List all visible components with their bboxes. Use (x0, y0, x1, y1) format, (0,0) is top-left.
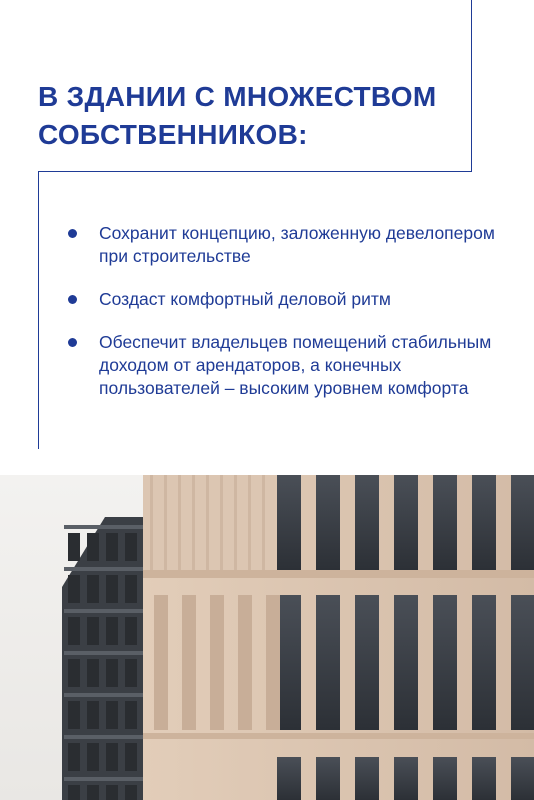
dark-building-window (106, 575, 118, 603)
facade-fin (248, 475, 251, 570)
facade-fin (234, 475, 237, 570)
dark-building-floor-band (64, 651, 143, 655)
dark-building-window (87, 785, 99, 800)
dark-building-floor-band (64, 567, 143, 571)
dark-building-window (68, 533, 80, 561)
facade-window (316, 595, 340, 730)
facade-panel (266, 595, 280, 730)
dark-building-window (106, 743, 118, 771)
facade-fin (164, 475, 167, 570)
frame-right-line (471, 0, 472, 172)
facade-window (394, 757, 418, 800)
dark-building-floor-band (64, 525, 143, 529)
building-facade-illustration (0, 475, 534, 800)
dark-building-window (125, 617, 137, 645)
dark-building-window (68, 575, 80, 603)
dark-building-window (125, 743, 137, 771)
heading-line-2: СОБСТВЕННИКОВ: (38, 119, 308, 150)
dark-building-window (125, 575, 137, 603)
dark-building-floor-band (64, 693, 143, 697)
facade-window (277, 757, 301, 800)
facade-window (394, 475, 418, 570)
frame-top-line (38, 171, 472, 172)
dark-building-window (125, 785, 137, 800)
dark-building-floor-band (64, 777, 143, 781)
bullet-text: Обеспечит владельцев помещений стабильным доходом от арендаторов, а конечных пользователей – высоким уровнем комфорта (99, 332, 492, 398)
facade-fin (206, 475, 209, 570)
bullet-text: Сохранит концепцию, заложенную девелопером при строительстве (99, 223, 495, 266)
dark-building-window (87, 575, 99, 603)
facade-window (355, 595, 379, 730)
facade-window (277, 475, 301, 570)
bullet-item (68, 288, 498, 311)
dark-building-window (106, 701, 118, 729)
dark-building-window (87, 659, 99, 687)
dark-building-floor-band (64, 609, 143, 613)
dark-building-window (106, 659, 118, 687)
bullet-dot-icon (68, 229, 77, 238)
bullet-dot-icon (68, 295, 77, 304)
facade-window (355, 757, 379, 800)
dark-building-window (68, 659, 80, 687)
facade-window (472, 475, 496, 570)
facade-window (433, 475, 457, 570)
facade-window (472, 595, 496, 730)
dark-building-window (106, 785, 118, 800)
bullet-item (68, 331, 498, 400)
dark-building-window (125, 659, 137, 687)
dark-building-window (125, 701, 137, 729)
facade-fin (262, 475, 265, 570)
facade-window (511, 475, 534, 570)
dark-building-window (87, 617, 99, 645)
heading-line-1: В ЗДАНИИ С МНОЖЕСТВОМ (38, 81, 437, 112)
bullet-dot-icon (68, 338, 77, 347)
facade-fin (192, 475, 195, 570)
facade-window (316, 475, 340, 570)
frame-left-line (38, 171, 39, 449)
facade-window (316, 757, 340, 800)
building-photo (0, 475, 534, 800)
facade-panel (238, 595, 252, 730)
dark-building-floor-band (64, 735, 143, 739)
dark-building-window (87, 533, 99, 561)
dark-building-window (106, 617, 118, 645)
dark-building-window (68, 617, 80, 645)
facade-fin (220, 475, 223, 570)
facade-panel (154, 595, 168, 730)
dark-building-window (68, 785, 80, 800)
dark-building-window (87, 701, 99, 729)
page-heading (38, 78, 508, 154)
bullet-list (68, 222, 498, 420)
dark-building-window (68, 701, 80, 729)
facade-window (355, 475, 379, 570)
facade-window (511, 757, 534, 800)
facade-panel (182, 595, 196, 730)
bullet-text: Создаст комфортный деловой ритм (99, 289, 391, 309)
facade-window (472, 757, 496, 800)
dark-building-window (87, 743, 99, 771)
facade-window (277, 595, 301, 730)
facade-window (433, 757, 457, 800)
facade-window (511, 595, 534, 730)
bullet-item (68, 222, 498, 268)
dark-building-window (68, 743, 80, 771)
facade-window (394, 595, 418, 730)
dark-building-window (125, 533, 137, 561)
facade-fin (178, 475, 181, 570)
facade-fin (150, 475, 153, 570)
facade-window (433, 595, 457, 730)
dark-building-window (106, 533, 118, 561)
facade-panel (210, 595, 224, 730)
